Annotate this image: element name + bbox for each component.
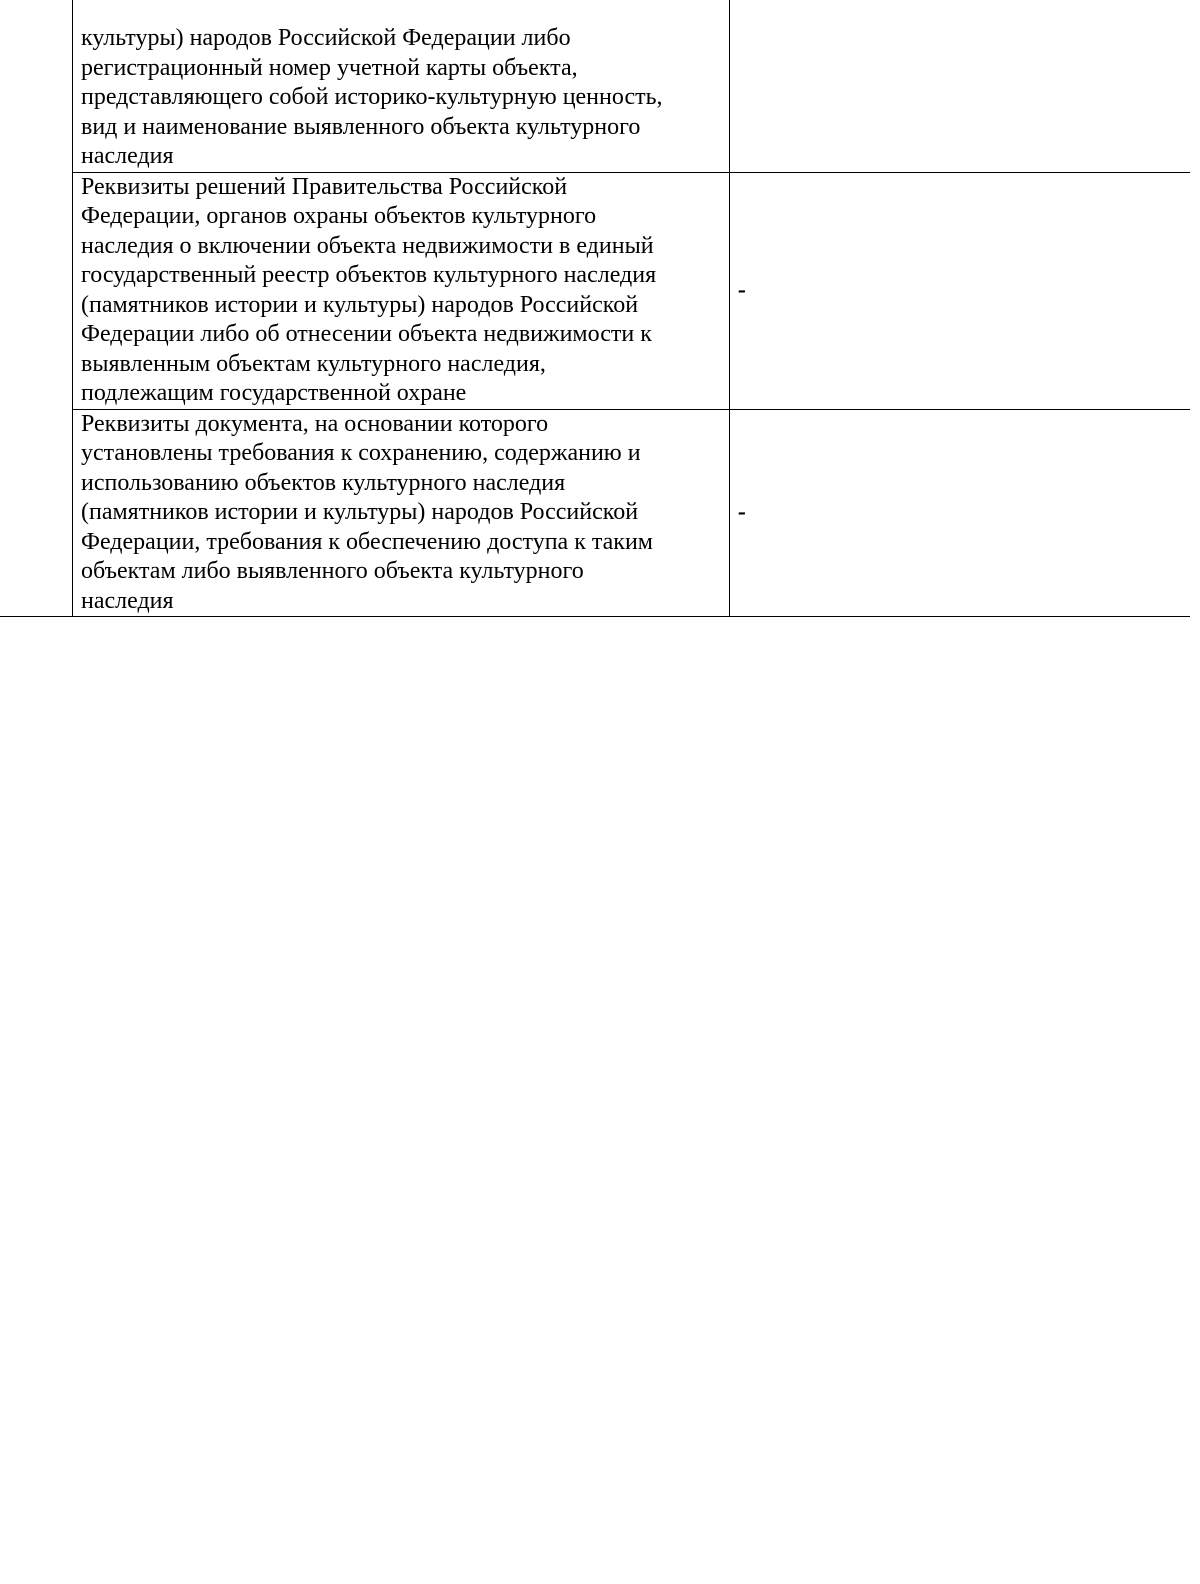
value-cell: - [730,172,1191,409]
row-label: Реквизиты документа, на основании которого установлены требования к сохранению, содержанию и использованию объектов культурного наследия (памятников истории и культуры) народов Российской Федерации, требования к обеспечению доступа к таким объектам либо выявленного объекта культурного наследия [81,410,653,614]
label-cell [73,172,730,409]
value-cell [730,0,1191,172]
label-cell [73,409,730,617]
table-row [0,409,1190,617]
table-row [0,0,1190,172]
number-cell [0,0,73,617]
info-table [0,0,1190,617]
value-cell: - [730,409,1191,617]
label-cell [73,0,730,172]
row-label: Реквизиты решений Правительства Российской Федерации, органов охраны объектов культурного наследия о включении объекта недвижимости в единый государственный реестр объектов культурного наследия (памятников истории и культуры) народов Российской Федерации либо об отнесении объекта недвижимости к выявленным объектам культурного наследия, подлежащим государственной охране [81,173,657,406]
row-label: культуры) народов Российской Федерации либо регистрационный номер учетной карты объекта, представляющего собой историко-культурную ценность, вид и наименование выявленного объекта культурного наследия [81,25,663,169]
table-row [0,172,1190,409]
